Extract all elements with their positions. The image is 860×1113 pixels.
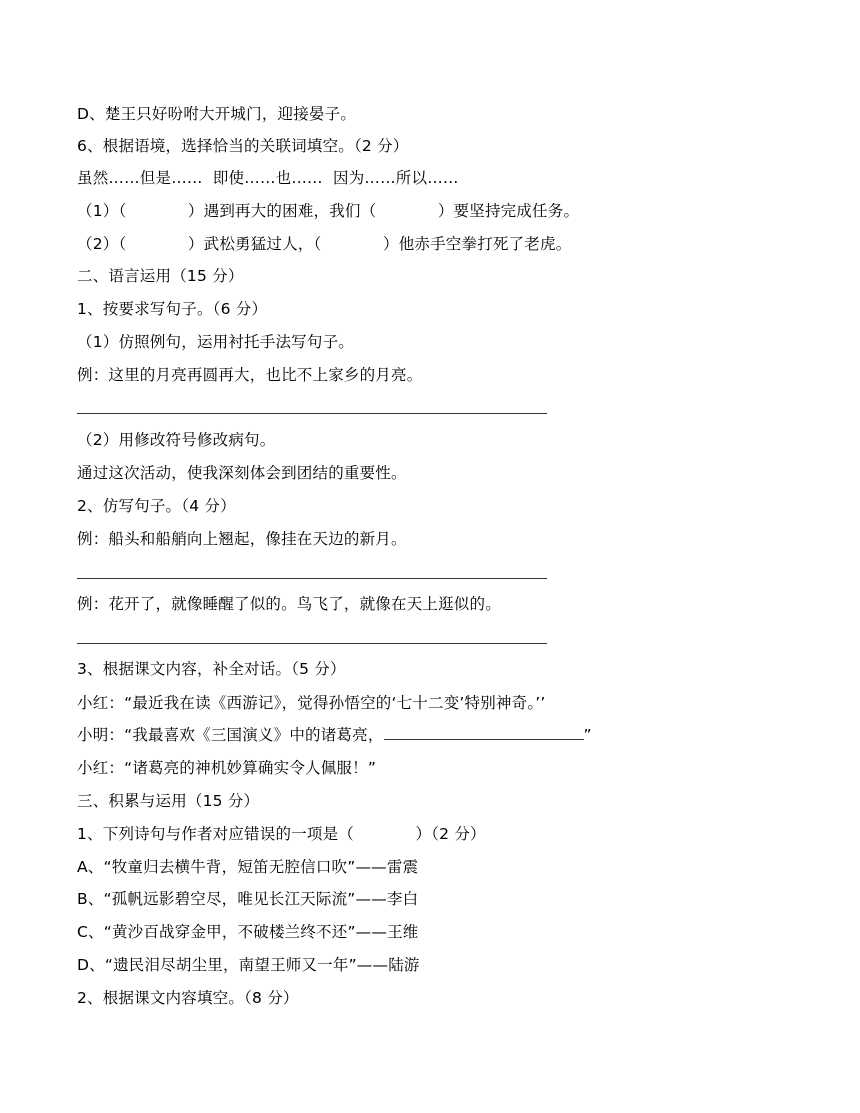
dialogue-line-1: 小红：“最近我在读《西游记》，觉得孙悟空的‘七十二变’特别神奇。’’ [77,694,546,712]
question-2-fill: 2、根据课文内容填空。（8 分） [77,989,299,1007]
dialogue-line-2-text: 小明：“我最喜欢《三国演义》中的诸葛亮， [77,726,384,744]
poetry-option-c: C、“黄沙百战穿金甲，不破楼兰终不还”——王维 [77,923,419,941]
example-sentence-3: 例：花开了，就像睡醒了似的。鸟飞了，就像在天上逛似的。 [77,595,501,613]
poetry-option-a: A、“牧童归去横牛背，短笛无腔信口吹”——雷震 [77,858,419,876]
fill-blank-2: （2）（ ）武松勇猛过人，（ ）他赤手空拳打死了老虎。 [77,235,572,253]
poetry-option-b: B、“孤帆远影碧空尽，唯见长江天际流”——李白 [77,890,419,908]
faulty-sentence: 通过这次活动，使我深刻体会到团结的重要性。 [77,464,407,482]
question-2-title: 2、仿写句子。（4 分） [77,497,236,515]
sub-question-2: （2）用修改符号修改病句。 [77,431,276,449]
option-d-text: D、楚王只好吩咐大开城门，迎接晏子。 [77,105,357,123]
answer-line-3 [77,643,547,644]
section-3-heading: 三、积累与运用（15 分） [77,792,260,810]
question-6-title: 6、根据语境，选择恰当的关联词填空。（2 分） [77,137,409,155]
question-3-title: 3、根据课文内容，补全对话。（5 分） [77,660,346,678]
dialogue-answer-blank [384,725,584,740]
question-1-title: 1、按要求写句子。（6 分） [77,300,268,318]
dialogue-line-2 [77,724,592,746]
dialogue-line-3: 小红：“诸葛亮的神机妙算确实令人佩服！” [77,759,377,777]
question-1-poetry: 1、下列诗句与作者对应错误的一项是（ ）（2 分） [77,825,486,843]
sub-question-1: （1）仿照例句，运用衬托手法写句子。 [77,333,354,351]
section-2-heading: 二、语言运用（15 分） [77,267,244,285]
example-sentence-2: 例：船头和船艄向上翘起，像挂在天边的新月。 [77,530,407,548]
example-sentence-1: 例：这里的月亮再圆再大，也比不上家乡的月亮。 [77,366,423,384]
fill-blank-1: （1）（ ）遇到再大的困难，我们（ ）要坚持完成任务。 [77,202,580,220]
answer-line-2 [77,578,547,579]
dialogue-line-2-close: ” [583,726,592,744]
poetry-option-d: D、“遗民泪尽胡尘里，南望王师又一年”——陆游 [77,956,420,974]
conjunction-options: 虽然……但是…… 即使……也…… 因为……所以…… [77,169,459,187]
answer-line-1 [77,413,547,414]
